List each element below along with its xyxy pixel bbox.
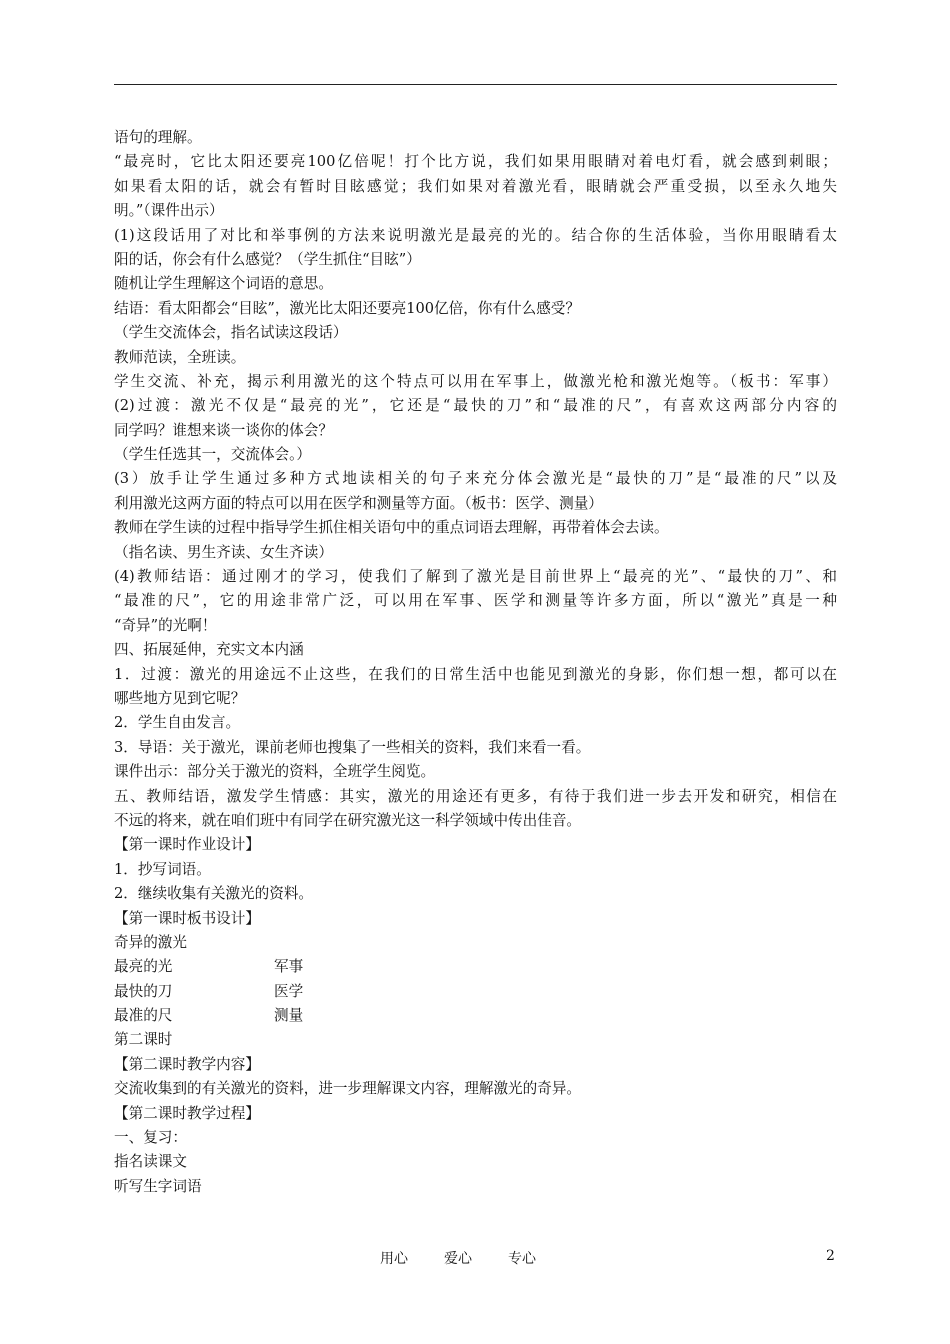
text-line: 指名读课文: [114, 1153, 187, 1171]
board-topic: 军事: [274, 958, 304, 976]
text-line: 语句的理解。: [114, 129, 202, 146]
text-line: (4)教师结语：通过刚才的学习，使我们了解到了激光是目前世界上“最亮的光”、“最快的刀”、和: [114, 568, 837, 586]
text-line: 听写生字词语: [114, 1177, 202, 1195]
text-line: 明。”（课件出示）: [114, 202, 224, 220]
text-line: （学生任选其一，交流体会。）: [114, 446, 312, 464]
board-row: [114, 1004, 837, 1028]
text-line: 一、复习：: [114, 1129, 187, 1147]
text-line: 【第一课时作业设计】: [114, 836, 260, 854]
board-item: 最亮的光: [114, 958, 173, 976]
text-line: 第二课时: [114, 1031, 173, 1049]
board-row: [114, 955, 837, 979]
text-line: 1．抄写词语。: [114, 860, 211, 878]
text-line: “最准的尺”，它的用途非常广泛，可以用在军事、医学和测量等许多方面，所以“激光”真是一种: [114, 592, 837, 610]
text-line: 课件出示：部分关于激光的资料，全班学生阅览。: [114, 763, 436, 781]
text-line: 教师在学生读的过程中指导学生抓住相关语句中的重点词语去理解，再带着体会去读。: [114, 519, 669, 537]
footer-motto: [380, 1248, 572, 1268]
header-rule: [114, 84, 837, 85]
board-item: 最准的尺: [114, 1007, 173, 1025]
text-line: 【第二课时教学过程】: [114, 1104, 260, 1122]
text-line: (1)这段话用了对比和举事例的方法来说明激光是最亮的光的。结合你的生活体验，当你用眼睛看太: [114, 226, 837, 244]
board-topic: 测量: [274, 1007, 304, 1025]
text-line: 如果看太阳的话，就会有暂时目眩感觉；我们如果对着激光看，眼睛就会严重受损，以至永久地失: [114, 177, 837, 195]
text-line: (2)过渡：激光不仅是“最亮的光”，它还是“最快的刀”和“最准的尺”，有喜欢这两部分内容的: [114, 397, 837, 415]
text-line: 不远的将来，就在咱们班中有同学在研究激光这一科学领域中传出佳音。: [114, 811, 582, 829]
footer-motto-word: 专心: [508, 1251, 536, 1267]
text-line: 利用激光这两方面的特点可以用在医学和测量等方面。（板书：医学、测量）: [114, 494, 603, 512]
text-line: 2．继续收集有关激光的资料。: [114, 885, 314, 903]
text-line: 随机让学生理解这个词语的意思。: [114, 275, 333, 293]
text-line: 四、拓展延伸，充实文本内涵: [114, 641, 304, 659]
text-line: “奇异”的光啊！: [114, 616, 217, 634]
page-number: 2: [826, 1248, 835, 1264]
text-line: 【第二课时教学内容】: [114, 1055, 260, 1073]
text-line: (3）放手让学生通过多种方式地读相关的句子来充分体会激光是“最快的刀”是“最准的尺”以及: [114, 470, 837, 488]
text-line: （学生交流体会，指名试读这段话）: [114, 324, 348, 342]
text-line: 【第一课时板书设计】: [114, 909, 260, 927]
text-line: 五、教师结语，激发学生情感：其实，激光的用途还有更多，有待于我们进一步去开发和研究，相信在: [114, 787, 837, 805]
text-line: 哪些地方见到它呢？: [114, 689, 246, 707]
text-line: 交流收集到的有关激光的资料，进一步理解课文内容，理解激光的奇异。: [114, 1080, 582, 1098]
text-line: 1．过渡：激光的用途远不止这些，在我们的日常生活中也能见到激光的身影，你们想一想，都可以在: [114, 665, 837, 683]
text-line: 3．导语：关于激光，课前老师也搜集了一些相关的资料，我们来看一看。: [114, 738, 591, 756]
text-line: “最亮时，它比太阳还要亮100亿倍呢！打个比方说，我们如果用眼睛对着电灯看，就会感到刺眼；: [114, 153, 837, 171]
board-row: [114, 980, 837, 1004]
footer-motto-word: 用心: [380, 1251, 408, 1267]
text-line: 2．学生自由发言。: [114, 714, 241, 732]
text-line: 学生交流、补充，揭示利用激光的这个特点可以用在军事上，做激光枪和激光炮等。（板书：军事）: [114, 372, 837, 390]
text-line: 结语：看太阳都会“目眩”，激光比太阳还要亮100亿倍，你有什么感受？: [114, 299, 580, 317]
text-line: （指名读、男生齐读、女生齐读）: [114, 543, 333, 561]
text-line: 奇异的激光: [114, 933, 187, 951]
text-line: 同学吗？谁想来谈一谈你的体会？: [114, 421, 333, 439]
text-line: 阳的话，你会有什么感觉？（学生抓住“目眩”）: [114, 250, 421, 268]
board-topic: 医学: [274, 982, 304, 1000]
document-body: [114, 126, 837, 1199]
footer-motto-word: 爱心: [444, 1251, 472, 1267]
text-line: 教师范读，全班读。: [114, 348, 246, 366]
board-item: 最快的刀: [114, 982, 173, 1000]
